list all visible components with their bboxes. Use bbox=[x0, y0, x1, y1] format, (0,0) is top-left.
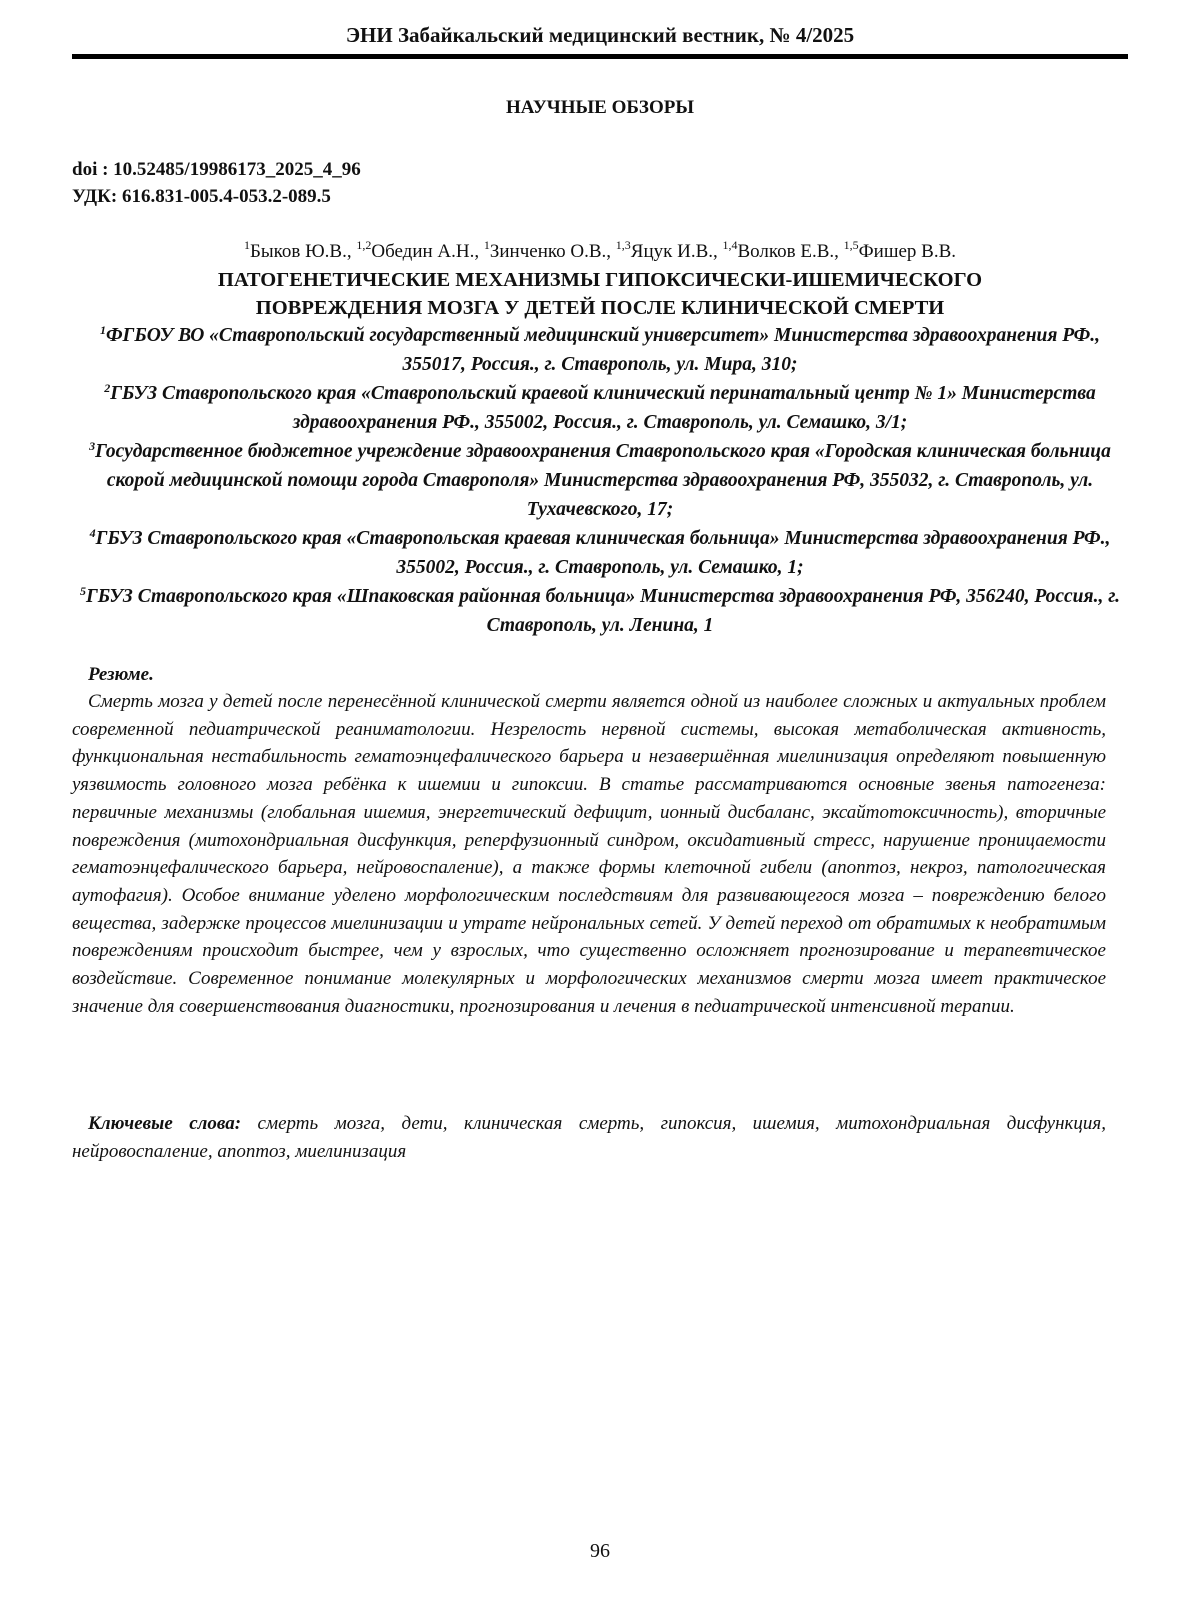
udk-line: УДК: 616.831-005.4-053.2-089.5 bbox=[72, 186, 331, 207]
keywords bbox=[72, 1110, 1106, 1165]
author bbox=[243, 238, 352, 262]
author-name: Быков Ю.В., bbox=[249, 241, 352, 262]
author-name: Волков Е.В., bbox=[737, 241, 839, 262]
affiliation-marker: 1 bbox=[99, 323, 106, 337]
author-affiliation-marker: 1,4 bbox=[722, 238, 738, 252]
affiliation bbox=[72, 524, 1128, 582]
article-title-line: ПАТОГЕНЕТИЧЕСКИЕ МЕХАНИЗМЫ ГИПОКСИЧЕСКИ-ИШЕМИЧЕСКОГО bbox=[217, 269, 983, 291]
author-name: Зинченко О.В., bbox=[489, 241, 612, 262]
affiliation-text: ГБУЗ Ставропольского края «Ставропольская краевая клиническая больница» Министерства здравоохранения РФ., 355002, Россия., г. Ставрополь, ул. Семашко, 1; bbox=[95, 528, 1111, 578]
resume-heading: Резюме. bbox=[88, 664, 154, 685]
affiliation bbox=[72, 321, 1128, 379]
affiliation bbox=[72, 582, 1128, 640]
section-title: НАУЧНЫЕ ОБЗОРЫ bbox=[506, 97, 694, 118]
affiliation-marker: 4 bbox=[89, 526, 96, 540]
article-title-line: ПОВРЕЖДЕНИЯ МОЗГА У ДЕТЕЙ ПОСЛЕ КЛИНИЧЕСКОЙ СМЕРТИ bbox=[255, 297, 945, 319]
article-title bbox=[80, 266, 1120, 322]
affiliation-list bbox=[72, 321, 1128, 640]
author-list bbox=[72, 239, 1128, 265]
author-affiliation-marker: 1,3 bbox=[615, 238, 631, 252]
doi-line: doi : 10.52485/19986173_2025_4_96 bbox=[72, 159, 361, 180]
article-meta bbox=[72, 156, 361, 210]
author-affiliation-marker: 1 bbox=[243, 238, 250, 252]
keywords-text: смерть мозга, дети, клиническая смерть, гипоксия, ишемия, митохондриальная дисфункция, нейровоспаление, апоптоз, миелинизация bbox=[72, 1113, 1106, 1162]
author-affiliation-marker: 1,5 bbox=[843, 238, 859, 252]
author bbox=[843, 238, 957, 262]
affiliation bbox=[72, 437, 1128, 524]
affiliation-text: ФГБОУ ВО «Ставропольский государственный медицинский университет» Министерства здравоохранения РФ., 355017, Россия., г. Ставрополь, ул. Мира, 310; bbox=[105, 325, 1101, 375]
running-header: ЭНИ Забайкальский медицинский вестник, № 4/2025 bbox=[345, 23, 855, 47]
author bbox=[722, 238, 839, 262]
affiliation-marker: 2 bbox=[104, 381, 111, 395]
author-name: Обедин А.Н., bbox=[371, 241, 480, 262]
page-number: 96 bbox=[590, 1540, 610, 1562]
author-name: Яцук И.В., bbox=[630, 241, 718, 262]
affiliation bbox=[72, 379, 1128, 437]
affiliation-marker: 5 bbox=[79, 584, 86, 598]
header-rule bbox=[72, 54, 1128, 59]
author-name: Фишер В.В. bbox=[858, 241, 957, 262]
abstract-text: Смерть мозга у детей после перенесённой клинической смерти является одной из наиболее сложных и актуальных проблем современной педиатрической реаниматологии. Незрелость нервной системы, высокая метаболическая активность, функциональная нестабильность гематоэнцефалического барьера и незавершённая миелинизация определяют повышенную уязвимость головного мозга ребёнка к ишемии и гипоксии. В статье рассматриваются основные звенья патогенеза: первичные механизмы (глобальная ишемия, энергетический дефицит, ионный дисбаланс, эксайтотоксичность), вторичные повреждения (митохондриальная дисфункция, реперфузионный синдром, оксидативный стресс, нарушение проницаемости гематоэнцефалического барьера, нейровоспаление), а также формы клеточной гибели (апоптоз, некроз, патологическая аутофагия). Особое внимание уделено морфологическим последствиям для развивающегося мозга – повреждению белого вещества, задержке процессов миелинизации и утрате нейрональных сетей. У детей переход от обратимых к необратимым повреждениям происходит быстрее, чем у взрослых, что существенно осложняет прогнозирование и терапевтическое воздействие. Современное понимание молекулярных и морфологических механизмов смерти мозга имеет практическое значение для совершенствования диагностики, прогнозирования и лечения в педиатрической интенсивной терапии. bbox=[72, 691, 1106, 1017]
affiliation-text: ГБУЗ Ставропольского края «Шпаковская районная больница» Министерства здравоохранения РФ, 356240, Россия., г. Ставрополь, ул. Ленина, 1 bbox=[85, 586, 1121, 636]
keywords-label: Ключевые слова: bbox=[88, 1113, 242, 1134]
author bbox=[615, 238, 718, 262]
affiliation-marker: 3 bbox=[89, 439, 96, 453]
affiliation-text: ГБУЗ Ставропольского края «Ставропольский краевой клинический перинатальный центр № 1» Министерства здравоохранения РФ., 355002, Россия., г. Ставрополь, ул. Семашко, 3/1; bbox=[110, 383, 1096, 433]
author-affiliation-marker: 1 bbox=[483, 238, 490, 252]
author-affiliation-marker: 1,2 bbox=[356, 238, 372, 252]
affiliation-text: Государственное бюджетное учреждение здравоохранения Ставропольского края «Городская клиническая больница скорой медицинской помощи города Ставрополя» Министерства здравоохранения РФ, 355032, г. Ставрополь, ул. Тухачевского, 17; bbox=[95, 441, 1111, 520]
author bbox=[356, 238, 480, 262]
author bbox=[483, 238, 612, 262]
